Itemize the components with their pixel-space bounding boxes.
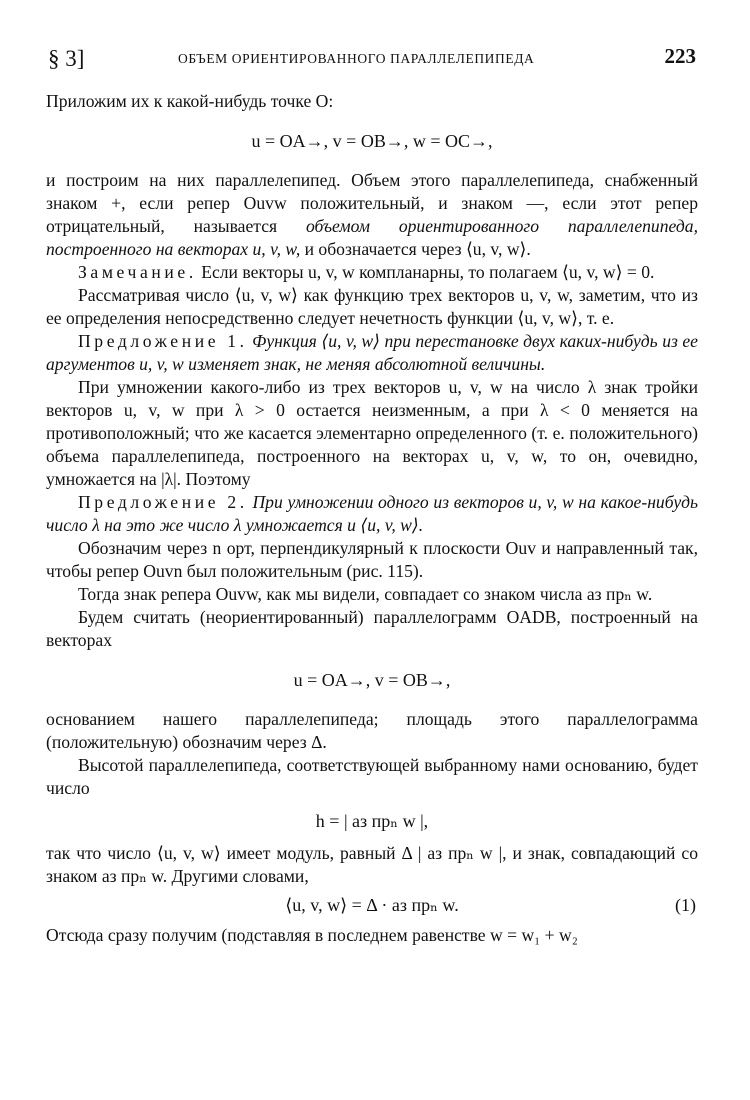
proposition-1 [46,330,698,376]
equation-1-number: (1) [675,895,696,915]
remark [46,261,698,284]
paragraph-12: Отсюда сразу получим (подставляя в последнем равенстве w = w₁ + w₂ [46,925,578,945]
equation-1-body: ⟨u, v, w⟩ = Δ · аз прₙ w. [285,895,459,915]
proposition-2-label: Предложение 2. [78,492,248,512]
paragraph-2-text-b: и обозначается через ⟨u, v, w⟩. [300,239,531,259]
paragraph-11: так что число ⟨u, v, w⟩ имеет модуль, равный Δ | аз прₙ w |, и знак, совпадающий со знаком аз прₙ w. Другими словами, [46,843,698,886]
definition-italic: объемом ориентированного параллелепипеда, построенного на векторах u, v, w, [46,216,698,259]
section-number: § 3] [48,46,85,71]
paragraph-2 [46,169,698,261]
paragraph-7: Тогда знак репера Ouvw, как мы видели, совпадает со знаком числа аз прₙ w. [78,584,653,604]
paragraph-6: Обозначим через n орт, перпендикулярный к плоскости Ouv и направленный так, чтобы репер Ouvn был положительным (рис. 115). [46,538,698,581]
paragraph-5: При умножении какого-либо из трех векторов u, v, w на число λ знак тройки векторов u, v, w при λ > 0 остается неизменным, а при λ < 0 меняется на противоположный; что же касается элементарно определенного (т. е. положительного) объема параллелепипеда, построенного на векторах u, v, w, то он, очевидно, умножается на |λ|. Поэтому [46,377,698,489]
remark-text: Если векторы u, v, w компланарны, то полагаем ⟨u, v, w⟩ = 0. [196,262,655,282]
paragraph-8: Будем считать (неориентированный) параллелограмм OADB, построенный на векторах [46,607,698,650]
proposition-2-text: При умножении одного из векторов u, v, w на какое-нибудь число λ на это же число λ умножается и ⟨u, v, w⟩. [46,492,698,535]
page-number: 223 [664,44,696,68]
paragraph-10: Высотой параллелепипеда, соответствующей выбранному нами основанию, будет число [46,755,698,798]
formula-height: h = | аз прₙ w |, [315,811,429,831]
proposition-2 [46,491,698,537]
proposition-1-text: Функция ⟨u, v, w⟩ при перестановке двух каких-нибудь из ее аргументов u, v, w изменяет знак, не меняя абсолютной величины. [46,331,698,374]
running-header [46,40,698,70]
paragraph-9: основанием нашего параллелепипеда; площадь этого параллелограмма (положительную) обозначим через Δ. [46,709,698,752]
remark-label: Замечание. [78,262,197,282]
running-title: ОБЪЕМ ОРИЕНТИРОВАННОГО ПАРАЛЛЕЛЕПИПЕДА [178,51,535,66]
proposition-1-label: Предложение 1. [78,331,248,351]
paragraph-1: Приложим их к какой-нибудь точке O: [46,91,334,111]
equation-1 [46,892,698,918]
paragraph-2-text-a: и построим на них параллелепипед. Объем этого параллелепипеда, снабженный знаком +, если репер Ouvw положительный, и знаком —, если этот репер отрицательный, называется [46,170,698,236]
page [46,40,698,947]
paragraph-4: Рассматривая число ⟨u, v, w⟩ как функцию трех векторов u, v, w, заметим, что из ее определения непосредственно следует нечетность функции ⟨u, v, w⟩, т. е. [46,285,698,328]
formula-vectors-uvw: u = OA→, v = OB→, w = OC→, [251,131,493,151]
formula-vectors-uv: u = OA→, v = OB→, [293,670,451,690]
